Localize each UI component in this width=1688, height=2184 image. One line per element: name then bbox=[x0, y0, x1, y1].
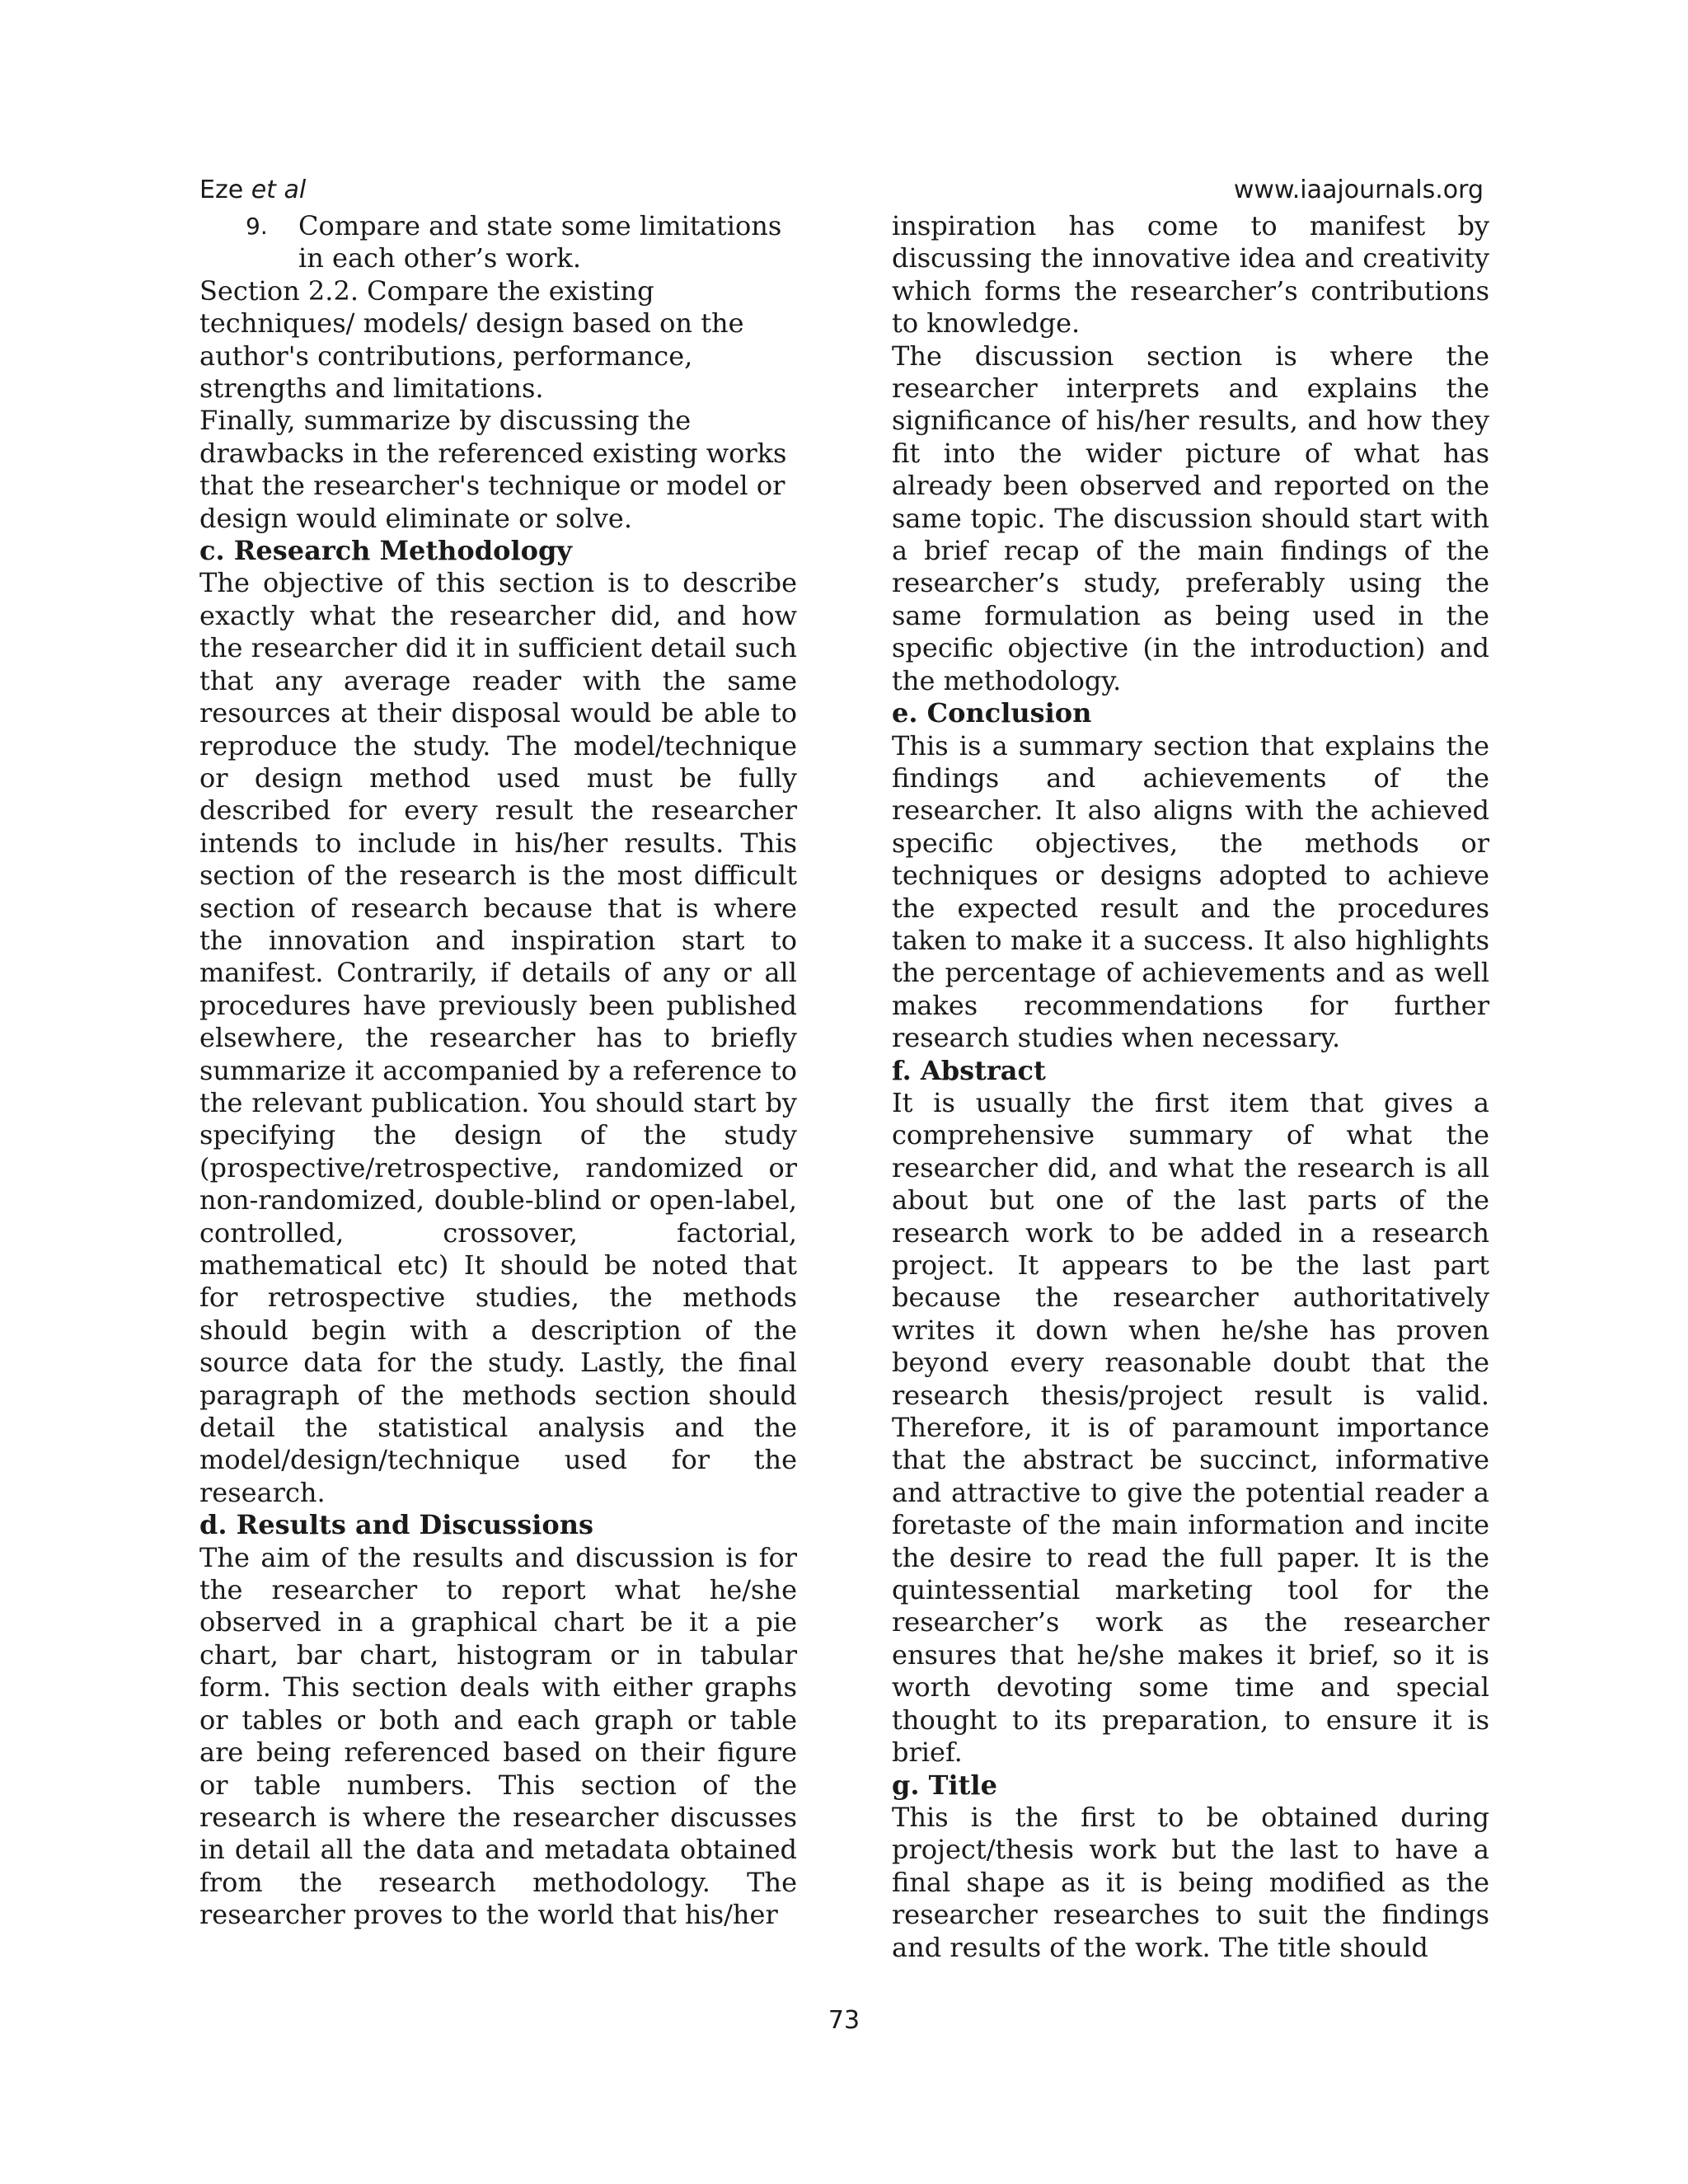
methodology-heading: c. Research Methodology bbox=[199, 535, 572, 567]
title-heading: g. Title bbox=[892, 1769, 997, 1801]
header-authors: Eze bbox=[199, 176, 244, 204]
left-column bbox=[199, 210, 797, 1932]
discussion-paragraph: The discussion section is where the researcher interprets and explains the significance of his/her results, and how they fit into the wider picture of what has already been observed and reported on the same topic. The discussion should start with a brief recap of the main findings of the researcher’s study, preferably using the same formulation as being used in the specific objective (in the introduction) and the methodology. bbox=[892, 340, 1489, 696]
running-header-website: www.iaajournals.org bbox=[1233, 176, 1484, 204]
running-header-authors bbox=[199, 176, 306, 205]
right-column bbox=[892, 210, 1489, 1964]
list-item-text: Compare and state some limitations in each other’s work. bbox=[298, 210, 782, 274]
abstract-paragraph: It is usually the first item that gives a comprehensive summary of what the researcher did, and what the research is all about but one of the last parts of the research work to be added in a research project. It appears to be the last part because the researcher authoritatively writes it down when he/she has proven beyond every reasonable doubt that the research thesis/project result is valid. Therefore, it is of paramount importance that the abstract be succinct, informative and attractive to give the potential reader a foretaste of the main information and incite the desire to read the full paper. It is the quintessential marketing tool for the researcher’s work as the researcher ensures that he/she makes it brief, so it is worth devoting some time and special thought to its preparation, to ensure it is brief. bbox=[892, 1086, 1489, 1769]
results-continued-paragraph: inspiration has come to manifest by discussing the innovative idea and creativity which forms the researcher’s contributions to knowledge. bbox=[892, 210, 1489, 340]
finally-paragraph: Finally, summarize by discussing the drawbacks in the referenced existing works that the researcher's technique or model or design would eliminate or solve. bbox=[199, 405, 787, 534]
results-paragraph: The aim of the results and discussion is for the researcher to report what he/she observed in a graphical chart be it a pie chart, bar chart, histogram or in tabular form. This section deals with either graphs or tables or both and each graph or table are being referenced based on their figure or table numbers. This section of the research is where the researcher discusses in detail all the data and metadata obtained from the research methodology. The researcher proves to the world that his/her bbox=[199, 1541, 797, 1931]
methodology-paragraph: The objective of this section is to describe exactly what the researcher did, and how the researcher did it in sufficient detail such that any average reader with the same resources at their disposal would be able to reproduce the study. The model/technique or design method used must be fully described for every result the researcher intends to include in his/her results. This section of the research is the most difficult section of research because that is where the innovation and inspiration start to manifest. Contrarily, if details of any or all procedures have previously been published elsewhere, the researcher has to briefly summarize it accompanied by a reference to the relevant publication. You should start by specifying the design of the study (prospective/retrospective, randomized or non-randomized, double-blind or open-label, controlled, crossover, factorial, mathematical etc) It should be noted that for retrospective studies, the methods should begin with a description of the source data for the study. Lastly, the final paragraph of the methods section should detail the statistical analysis and the model/design/technique used for the research. bbox=[199, 567, 797, 1508]
list-item-number: 9. bbox=[246, 213, 268, 240]
conclusion-paragraph: This is a summary section that explains the findings and achievements of the researcher. It also aligns with the achieved specific objectives, the methods or techniques or designs adopted to achieve the expected result and the procedures taken to make it a success. It also highlights the percentage of achievements and as well makes recommendations for further research studies when necessary. bbox=[892, 729, 1489, 1054]
title-paragraph: This is the first to be obtained during project/thesis work but the last to have a final shape as it is being modified as the researcher researches to suit the findings and results of the work. The title should bbox=[892, 1801, 1489, 1963]
results-heading: d. Results and Discussions bbox=[199, 1509, 593, 1541]
list-item-9 bbox=[199, 210, 797, 275]
page-number: 73 bbox=[828, 2006, 860, 2035]
section-2-2-paragraph: Section 2.2. Compare the existing techniques/ models/ design based on the author's contributions, performance, strengths and limitations. bbox=[199, 274, 744, 405]
header-etal: et al bbox=[251, 176, 307, 204]
abstract-heading: f. Abstract bbox=[892, 1054, 1046, 1086]
conclusion-heading: e. Conclusion bbox=[892, 697, 1092, 729]
